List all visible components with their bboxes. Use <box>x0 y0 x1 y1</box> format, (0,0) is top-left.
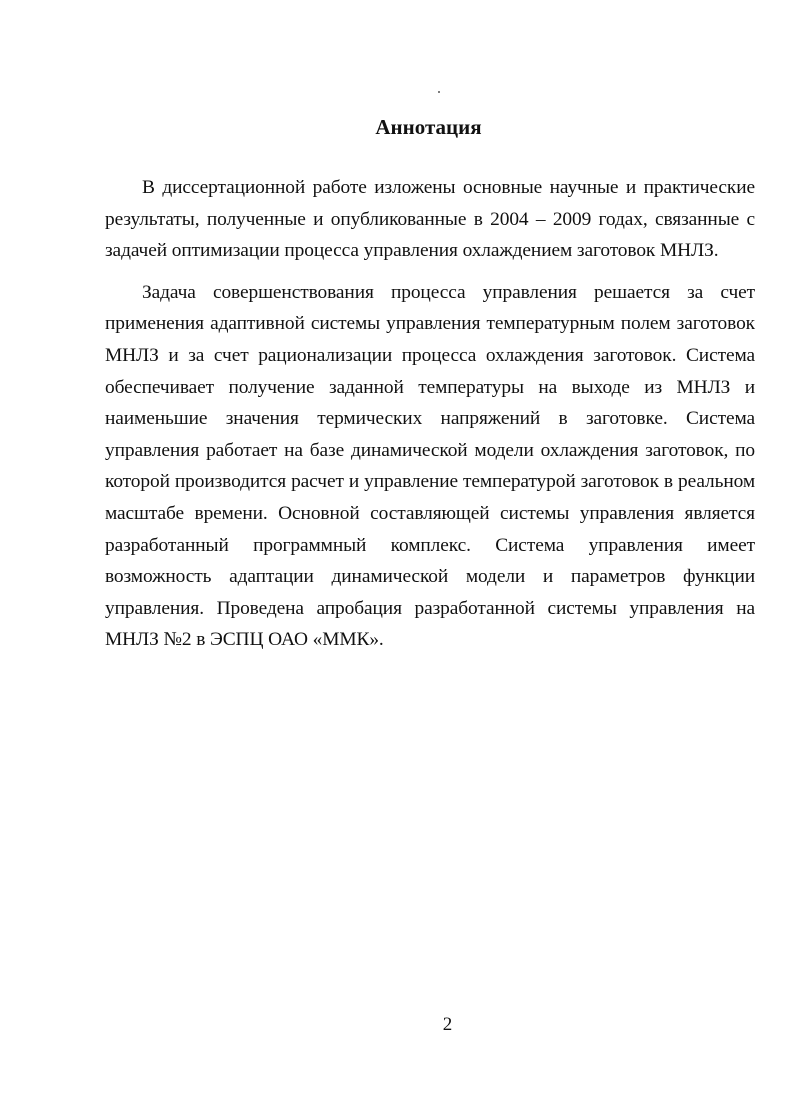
scan-speck <box>438 91 440 93</box>
paragraph-2: Задача совершенствования процесса управления решается за счет применения адаптивной системы управления температурным полем заготовок МНЛЗ и за счет рационализации процесса охлаждения заготовок. Система обеспечивает получение заданной температуры на выходе из МНЛЗ и наименьшие значения термических напряжений в заготовке. Система управления работает на базе динамической модели охлаждения заготовок, по которой производится расчет и управление температурой заготовок в реальном масштабе времени. Основной составляющей системы управления является разработанный программный комплекс. Система управления имеет возможность адаптации динамической модели и параметров функции управления. Проведена апробация разработанной системы управления на МНЛЗ №2 в ЭСПЦ ОАО «ММК». <box>105 281 755 651</box>
paragraph-1: В диссертационной работе изложены основные научные и практические результаты, полученные и опубликованные в 2004 – 2009 годах, связанные с задачей оптимизации процесса управления охлаждением заготовок МНЛЗ. <box>105 177 755 262</box>
annotation-body <box>105 172 755 666</box>
page-number: 2 <box>442 1014 453 1035</box>
page-title: Аннотация <box>375 115 482 139</box>
